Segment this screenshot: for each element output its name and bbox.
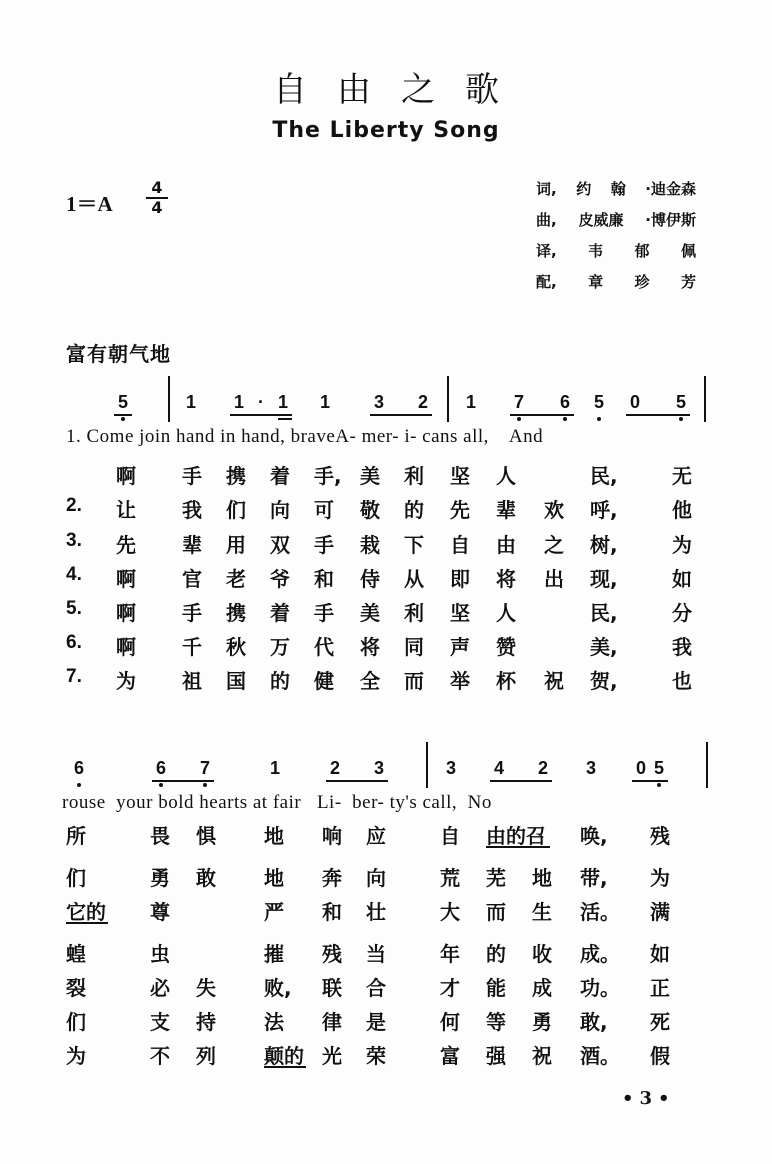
lyric-char: 将 — [360, 635, 380, 659]
lyric-char: 之 — [544, 533, 564, 557]
lyric-char: 手 — [314, 533, 334, 557]
lyric-char: 联 — [322, 976, 342, 1000]
lyric-char: 啊 — [116, 635, 136, 659]
lyric-char: 不 — [150, 1044, 170, 1068]
lyric-char: 啊 — [116, 601, 136, 625]
note: 5 — [590, 392, 608, 413]
lyric-char: 自 — [450, 533, 470, 557]
lyric-char: 的 — [404, 498, 424, 522]
lyric-char: 法 — [264, 1010, 284, 1034]
note: 2 — [329, 758, 340, 778]
lyric-char: 让 — [116, 498, 136, 522]
lyric-char: 年 — [440, 942, 460, 966]
lyric-char: 双 — [270, 533, 290, 557]
lyric-char: 可 — [314, 498, 334, 522]
lyric-char: 如 — [650, 942, 670, 966]
credit-name-part: 翰 — [610, 180, 626, 198]
credit-arranger: 配, 章 珍 芳 — [536, 267, 696, 298]
time-signature-denominator: 4 — [151, 198, 163, 217]
lyric-char: 失 — [196, 976, 216, 1000]
lyric-char: 败, — [264, 976, 292, 1000]
lyric-char: 壮 — [366, 900, 386, 924]
note: 6 — [152, 758, 170, 779]
lyric-char: 当 — [366, 942, 386, 966]
lyric-char: 下 — [404, 533, 424, 557]
lyric-char: 声 — [450, 635, 470, 659]
lyric-char: 老 — [226, 567, 246, 591]
lyric-char: 摧 — [264, 942, 284, 966]
note: 7 — [510, 392, 528, 413]
title-chinese: 自由之歌 — [273, 70, 529, 110]
slur-underline — [486, 846, 550, 848]
lyric-char: 向 — [270, 498, 290, 522]
credit-role: 曲 — [536, 211, 552, 229]
lyric-char: 健 — [314, 669, 334, 693]
lyric-char: 它的 — [66, 900, 106, 924]
lyric-char: 万 — [270, 635, 290, 659]
note: 2 — [537, 758, 548, 778]
lyric-char: 正 — [650, 976, 670, 1000]
lyric-char: 满 — [650, 900, 670, 924]
lyric-char: 手 — [182, 601, 202, 625]
verse-number: 6. — [66, 632, 82, 653]
lyric-char: 才 — [440, 976, 460, 1000]
beam — [626, 414, 690, 416]
lyric-char: 美 — [360, 464, 380, 488]
lyric-char: 支 — [150, 1010, 170, 1034]
lyric-char: 啊 — [116, 567, 136, 591]
lyric-char: 着 — [270, 601, 290, 625]
barline — [168, 376, 170, 422]
lyric-char: 祝 — [544, 669, 564, 693]
beam — [490, 780, 552, 782]
note: 6 — [556, 392, 574, 413]
lyric-char: 携 — [226, 464, 246, 488]
lyric-char: 贺, — [590, 669, 618, 693]
lyric-char: 光 — [322, 1044, 342, 1068]
credit-name-part: 珍 — [634, 273, 650, 291]
lyric-char: 列 — [196, 1044, 216, 1068]
lyric-char: 着 — [270, 464, 290, 488]
lyric-char: 必 — [150, 976, 170, 1000]
lyric-char: 荣 — [366, 1044, 386, 1068]
lyric-char: 畏 — [150, 824, 170, 848]
lyric-char: 用 — [226, 533, 246, 557]
credit-name-part: 芳 — [680, 273, 696, 291]
lyric-char: 由 — [496, 533, 516, 557]
lyric-char: 赞 — [496, 635, 516, 659]
lyric-char: 生 — [532, 900, 552, 924]
lyric-char: 应 — [366, 824, 386, 848]
lyric-char: 而 — [486, 900, 506, 924]
lyric-char: 千 — [182, 635, 202, 659]
note: 2 — [417, 392, 428, 412]
lyric-char: 地 — [264, 824, 284, 848]
time-signature-numerator: 4 — [151, 178, 163, 197]
lyric-char: 功。 — [580, 976, 620, 1000]
lyric-char: 出 — [544, 567, 564, 591]
lyric-char: 如 — [672, 567, 692, 591]
credit-name-part: 郁 — [634, 242, 650, 260]
note: 1 — [319, 392, 330, 412]
note: 1 — [269, 758, 280, 778]
lyric-char: 惧 — [196, 824, 216, 848]
lyric-char: 坚 — [450, 464, 470, 488]
credit-name-part: ·迪金森 — [645, 180, 696, 198]
lyric-char: 成 — [532, 976, 552, 1000]
time-signature — [146, 180, 168, 216]
note: 7 — [196, 758, 214, 779]
lyric-char: 荒 — [440, 866, 460, 890]
lyric-char: 树, — [590, 533, 618, 557]
barline — [447, 376, 449, 422]
lyric-char: 手 — [314, 601, 334, 625]
credit-name-part: ·博伊斯 — [645, 211, 696, 229]
credit-role: 译 — [536, 242, 552, 260]
lyric-char: 民, — [590, 601, 618, 625]
credit-lyricist: 词, 约 翰 ·迪金森 — [536, 174, 696, 205]
beam — [152, 780, 214, 782]
barline — [704, 376, 706, 422]
lyric-char: 坚 — [450, 601, 470, 625]
note: 3 — [445, 758, 456, 778]
lyric-char: 利 — [404, 464, 424, 488]
lyric-char: 欢 — [544, 498, 564, 522]
lyric-char: 奔 — [322, 866, 342, 890]
lyric-char: 同 — [404, 635, 424, 659]
lyric-char: 秋 — [226, 635, 246, 659]
lyric-char: 和 — [314, 567, 334, 591]
lyric-char: 敢, — [580, 1010, 608, 1034]
beam — [632, 780, 668, 782]
lyric-char: 先 — [116, 533, 136, 557]
note: 5 — [114, 392, 132, 413]
verse-number: 4. — [66, 564, 82, 585]
credit-name-part: 章 — [588, 273, 604, 291]
lyric-char: 等 — [486, 1010, 506, 1034]
credit-role: 配 — [536, 273, 552, 291]
lyric-char: 强 — [486, 1044, 506, 1068]
lyric-char: 是 — [366, 1010, 386, 1034]
lyric-char: 富 — [440, 1044, 460, 1068]
lyric-char: 虫 — [150, 942, 170, 966]
lyric-char: 手, — [314, 464, 342, 488]
lyric-char: 我 — [672, 635, 692, 659]
lyric-char: 辈 — [182, 533, 202, 557]
note: 5 — [650, 758, 668, 779]
verse-number: 3. — [66, 530, 82, 551]
verse-number: 2. — [66, 495, 82, 516]
credit-translator: 译, 韦 郁 佩 — [536, 236, 696, 267]
lyric-char: 祝 — [532, 1044, 552, 1068]
lyric-char: 成。 — [580, 942, 620, 966]
slur-underline — [264, 1066, 306, 1068]
lyric-char: 全 — [360, 669, 380, 693]
lyric-char: 能 — [486, 976, 506, 1000]
lyric-char: 辈 — [496, 498, 516, 522]
credit-name-part: 佩 — [680, 242, 696, 260]
beam — [370, 414, 432, 416]
lyric-char: 现, — [590, 567, 618, 591]
lyric-char: 利 — [404, 601, 424, 625]
lyric-char: 国 — [226, 669, 246, 693]
lyric-char: 严 — [264, 900, 284, 924]
lyric-char: 民, — [590, 464, 618, 488]
credits — [536, 174, 696, 298]
lyric-char: 而 — [404, 669, 424, 693]
credit-composer: 曲, 皮威廉 ·博伊斯 — [536, 205, 696, 236]
lyric-char: 和 — [322, 900, 342, 924]
note-dot: · — [258, 392, 264, 412]
lyric-char: 活。 — [580, 900, 620, 924]
lyric-char: 敬 — [360, 498, 380, 522]
lyric-char: 假 — [650, 1044, 670, 1068]
lyric-char: 手 — [182, 464, 202, 488]
lyric-char: 人 — [496, 464, 516, 488]
lyric-char: 举 — [450, 669, 470, 693]
lyric-char: 从 — [404, 567, 424, 591]
lyric-char: 收 — [532, 942, 552, 966]
lyric-char: 侍 — [360, 567, 380, 591]
key-signature: 1＝A — [66, 192, 113, 216]
lyric-char: 律 — [322, 1010, 342, 1034]
credit-name-part: 皮威廉 — [578, 211, 624, 229]
lyric-char: 芜 — [486, 866, 506, 890]
note: 4 — [493, 758, 504, 778]
lyric-char: 祖 — [182, 669, 202, 693]
lyric-char: 残 — [322, 942, 342, 966]
slur-underline — [66, 922, 108, 924]
note: 0 — [635, 758, 646, 778]
lyric-char: 大 — [440, 900, 460, 924]
lyric-char: 杯 — [496, 669, 516, 693]
lyric-char: 呼, — [590, 498, 618, 522]
credit-role: 词 — [536, 180, 552, 198]
lyric-char: 勇 — [150, 866, 170, 890]
lyric-char: 美, — [590, 635, 618, 659]
barline — [706, 742, 708, 788]
lyric-char: 们 — [66, 866, 86, 890]
lyric-char: 他 — [672, 498, 692, 522]
lyric-char: 为 — [650, 866, 670, 890]
lyric-char: 为 — [672, 533, 692, 557]
lyric-char: 也 — [672, 669, 692, 693]
beam — [510, 414, 574, 416]
lyric-char: 所 — [66, 824, 86, 848]
lyric-char: 死 — [650, 1010, 670, 1034]
lyric-char: 裂 — [66, 976, 86, 1000]
lyric-char: 持 — [196, 1010, 216, 1034]
lyric-char: 携 — [226, 601, 246, 625]
lyric-char: 们 — [66, 1010, 86, 1034]
verse-number: 5. — [66, 598, 82, 619]
lyric-char: 向 — [366, 866, 386, 890]
english-lyric-line-2: rouse your bold hearts at fair Li- ber- ty's call, No — [62, 792, 492, 813]
lyric-char: 人 — [496, 601, 516, 625]
lyric-char: 栽 — [360, 533, 380, 557]
lyric-char: 勇 — [532, 1010, 552, 1034]
beam — [230, 414, 292, 416]
lyric-char: 爷 — [270, 567, 290, 591]
lyric-char: 啊 — [116, 464, 136, 488]
lyric-char: 地 — [264, 866, 284, 890]
lyric-char: 为 — [66, 1044, 86, 1068]
note: 1 — [185, 392, 196, 412]
lyric-char: 响 — [322, 824, 342, 848]
barline — [426, 742, 428, 788]
lyric-char: 由的召 — [486, 824, 546, 848]
lyric-char: 残 — [650, 824, 670, 848]
note: 0 — [629, 392, 640, 412]
note: 6 — [70, 758, 88, 779]
lyric-char: 敢 — [196, 866, 216, 890]
lyric-char: 我 — [182, 498, 202, 522]
lyric-char: 们 — [226, 498, 246, 522]
note: 1 — [277, 392, 288, 412]
lyric-char: 蝗 — [66, 942, 86, 966]
english-lyric-line-1: 1. Come join hand in hand, braveA- mer- i- cans all, And — [66, 426, 544, 447]
lyric-char: 何 — [440, 1010, 460, 1034]
beam-secondary — [278, 418, 292, 420]
page-number: •3• — [622, 1088, 676, 1109]
lyric-char: 即 — [450, 567, 470, 591]
lyric-char: 合 — [366, 976, 386, 1000]
beam — [326, 780, 388, 782]
lyric-char: 的 — [270, 669, 290, 693]
note: 3 — [585, 758, 596, 778]
title-english: The Liberty Song — [272, 118, 500, 143]
note: 3 — [373, 758, 384, 778]
lyric-char: 带, — [580, 866, 608, 890]
lyric-char: 酒。 — [580, 1044, 620, 1068]
lyric-char: 无 — [672, 464, 692, 488]
lyric-char: 官 — [182, 567, 202, 591]
credit-name-part: 约 — [576, 180, 592, 198]
lyric-char: 美 — [360, 601, 380, 625]
lyric-char: 先 — [450, 498, 470, 522]
beam — [114, 414, 132, 416]
lyric-char: 的 — [486, 942, 506, 966]
note: 5 — [672, 392, 690, 413]
lyric-char: 唤, — [580, 824, 608, 848]
note: 1 — [233, 392, 244, 412]
lyric-char: 将 — [496, 567, 516, 591]
lyric-char: 分 — [672, 601, 692, 625]
lyric-char: 代 — [314, 635, 334, 659]
verse-number: 7. — [66, 666, 82, 687]
note: 1 — [465, 392, 476, 412]
lyric-char: 颠的 — [264, 1044, 304, 1068]
credit-name-part: 韦 — [588, 242, 604, 260]
lyric-char: 为 — [116, 669, 136, 693]
lyric-char: 地 — [532, 866, 552, 890]
tempo-marking: 富有朝气地 — [66, 342, 171, 366]
note: 3 — [373, 392, 384, 412]
lyric-char: 自 — [440, 824, 460, 848]
lyric-char: 尊 — [150, 900, 170, 924]
